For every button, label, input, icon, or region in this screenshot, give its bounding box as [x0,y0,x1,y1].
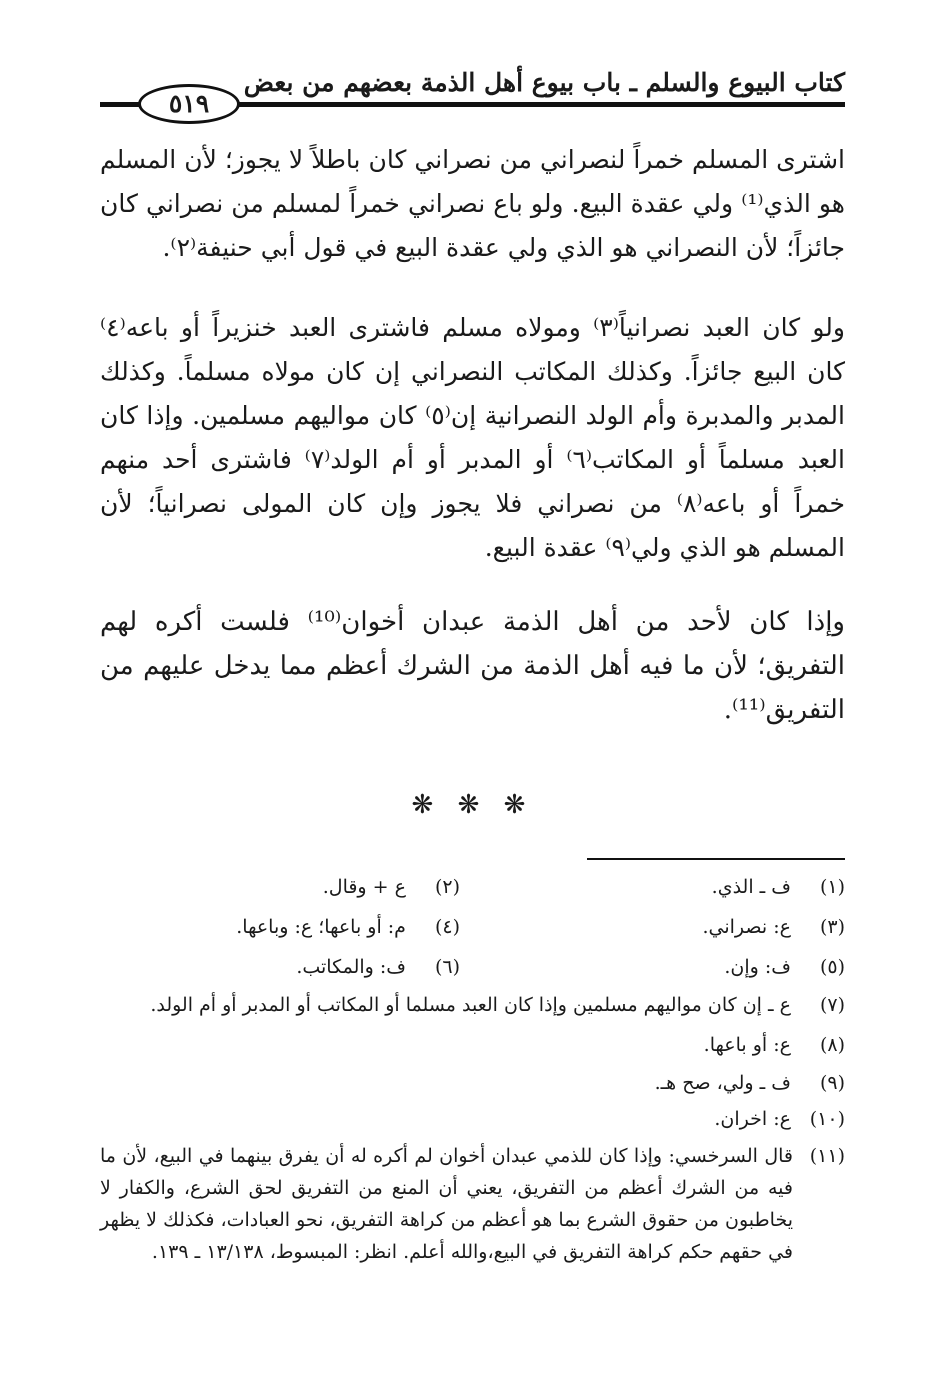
footnote-text: ع + وقال. [322,876,406,898]
footnote-text: ف: والمكاتب. [296,956,406,978]
paragraph-1: اشترى المسلم خمراً لنصراني من نصراني كان باطلاً لا يجوز؛ لأن المسلم هو الذي⁽¹⁾ ولي عقدة البيع. ولو باع نصراني خمراً لمسلم من نصراني كان جائزاً؛ لأن النصراني هو الذي ولي عقدة البيع في قول أبي حنيفة⁽٢⁾. [100,145,845,262]
footnote-number: (٣) [819,916,845,938]
footnote-11 [100,1140,845,1268]
section-ornament: ❋ ❋ ❋ [411,790,534,820]
footnote-number: (٨) [819,1034,845,1056]
paragraph-2: ولو كان العبد نصرانياً⁽٣⁾ ومولاه مسلم فاشترى العبد خنزيراً أو باعه⁽٤⁾ كان البيع جائزاً. وكذلك المكاتب النصراني إن كان مولاه مسلماً. وكذلك المدبر والمدبرة وأم الولد النصرانية إن⁽٥⁾ كان مواليهم مسلمين. وإذا كان العبد مسلماً أو المكاتب⁽٦⁾ أو المدبر أو أم الولد⁽٧⁾ فاشترى أحد منهم خمراً أو باعه⁽٨⁾ من نصراني فلا يجوز وإن كان المولى نصرانياً؛ لأن المسلم هو الذي ولي⁽٩⁾ عقدة البيع. [100,313,845,562]
footnote-1 [712,870,845,904]
footnote-text: ع: اخران. [714,1108,791,1130]
running-header-title: كتاب البيوع والسلم ـ باب بيوع أهل الذمة بعضهم من بعض [243,68,845,97]
footnote-number: (٧) [819,994,845,1016]
footnote-text: ف: وإن. [724,956,791,978]
footnote-number: (٤) [434,916,460,938]
footnote-row-3 [100,950,845,984]
footnote-4 [236,910,460,944]
footnote-6 [296,950,460,984]
footnote-3 [702,910,845,944]
footnote-text: ف ـ الذي. [711,876,791,898]
footnote-row-2 [100,910,845,944]
footnote-10 [100,1102,845,1136]
footnote-text: ع ـ إن كان مواليهم مسلمين وإذا كان العبد مسلما أو المكاتب أو المدبر أو أم الولد. [150,994,791,1016]
footnote-number: (٩) [819,1072,845,1094]
footnote-number: (١٠) [809,1108,845,1130]
footnote-text: ع: نصراني. [702,916,791,938]
footnote-5 [724,950,845,984]
footnote-8 [100,1028,845,1062]
footnote-number: (٦) [434,956,460,978]
footnote-text: م: أو باعها؛ ع: وباعها. [236,916,406,938]
footnote-text: ع: أو باعها. [703,1034,791,1056]
footnote-row-1 [100,870,845,904]
footnote-number: (١١) [809,1145,845,1167]
footnote-2 [323,870,460,904]
footnote-number: (١) [819,876,845,898]
footnote-number: (٢) [434,876,460,898]
footnote-9 [100,1066,845,1100]
footnote-text: قال السرخسي: وإذا كان للذمي عبدان أخوان لم أكره له أن يفرق بينهما في البيع، لأن ما فيه من الشرك أعظم من التفريق، يعني أن المنع من التفريق لحق الشرع، والكفار لا يخاطبون من حقوق الشرع بما هو أعظم من كراهة التفريق، نحو العبادات، فكذلك لا يظهر في حقهم حكم كراهة التفريق في البيع،والله أعلم. انظر: المبسوط، ١٣/١٣٨ ـ ١٣٩. [100,1145,793,1263]
footnote-separator [587,858,845,860]
paragraph-3: وإذا كان لأحد من أهل الذمة عبدان أخوان⁽¹⁰⁾ فلست أكره لهم التفريق؛ لأن ما فيه أهل الذمة من الشرك أعظم مما يدخل عليهم من التفريق⁽¹¹⁾. [100,607,845,725]
footnote-7 [100,988,845,1022]
footnote-text: ف ـ ولي، صح هـ. [654,1072,791,1094]
page-number: ٥١٩ [138,84,240,124]
footnote-number: (٥) [819,956,845,978]
